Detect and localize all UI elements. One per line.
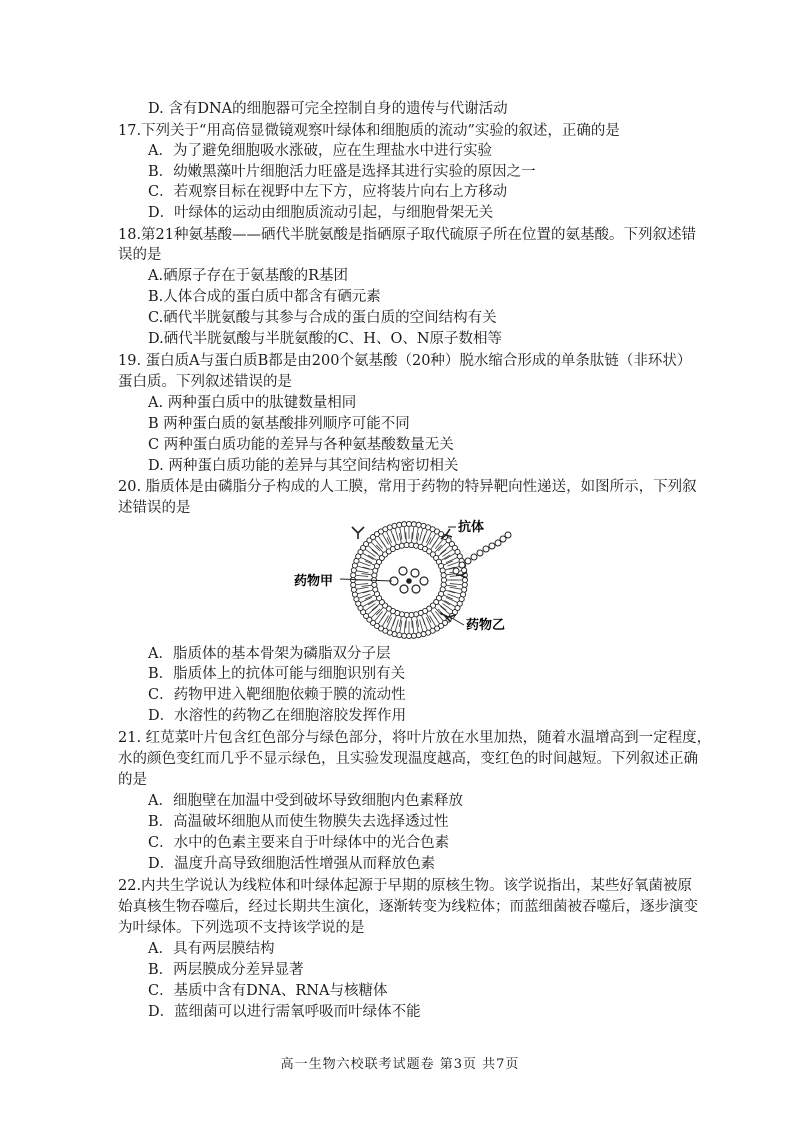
drug-a-particle — [411, 569, 419, 577]
phospholipid-head — [402, 633, 407, 638]
q20-option-d: D．水溶性的药物乙在细胞溶胶发挥作用 — [148, 708, 407, 724]
phospholipid-tail — [450, 584, 462, 585]
phospholipid-tail — [368, 555, 377, 560]
phospholipid-tail — [449, 591, 461, 594]
phospholipid-tail — [395, 529, 398, 541]
q17-option-c: C．若观察目标在视野中左下方，应将装片向右上方移动 — [148, 184, 508, 200]
q20-option-a: A．脂质体的基本骨架为磷脂双分子层 — [148, 646, 391, 662]
phospholipid-tail — [441, 600, 450, 605]
phospholipid-tail — [368, 600, 377, 605]
phospholipid-tail — [406, 618, 407, 628]
q22-stem-line1: 22.内共生学说认为线粒体和叶绿体起源于早期的原核生物。该学说指出，某些好氧菌被原 — [118, 878, 693, 894]
drug-b-bead — [489, 543, 495, 549]
phospholipid-tail — [361, 585, 371, 586]
phospholipid-head — [351, 587, 356, 592]
drug-a-particle — [412, 585, 420, 593]
drug-b-bead — [477, 550, 483, 556]
q18-stem-line1: 18.第21种氨基酸——硒代半胱氨酸是指硒原子取代硫原子所在位置的氨基酸。下列叙述错 — [118, 227, 697, 243]
q22-option-c: C．基质中含有DNA、RNA与核糖体 — [148, 983, 388, 999]
phospholipid-head — [406, 521, 411, 526]
q21-stem-line3: 的是 — [118, 772, 147, 788]
drug-b-bead — [483, 546, 489, 552]
q19-option-c: C 两种蛋白质功能的差异与各种氨基酸数量无关 — [148, 437, 454, 453]
q18-option-b: B.人体合成的蛋白质中都含有硒元素 — [148, 289, 381, 305]
phospholipid-head — [441, 573, 446, 578]
phospholipid-head — [351, 573, 356, 578]
phospholipid-tail — [361, 573, 371, 574]
phospholipid-head — [411, 633, 416, 638]
drug-b-bead — [465, 558, 471, 564]
phospholipid-tail — [357, 571, 369, 573]
label-drug-a: 药物甲 — [294, 574, 334, 589]
q20-stem-line1: 20. 脂质体是由磷脂分子构成的人工膜，常用于药物的特异靶向性递送，如图所示，下列叙 — [118, 479, 697, 495]
q19-stem-line2: 蛋白质。下列叙述错误的是 — [118, 374, 292, 390]
drug-b-bead — [505, 532, 511, 538]
q22-option-b: B．两层膜成分差异显著 — [148, 962, 304, 978]
phospholipid-tail — [404, 527, 405, 539]
q21-stem-line1: 21. 红苋菜叶片包含红色部分与绿色部分，将叶片放在水里加热，随着水温增高到一定程度， — [118, 730, 712, 746]
phospholipid-head — [411, 522, 416, 527]
phospholipid-tail — [420, 620, 423, 632]
page-footer: 高一生物六校联考试题卷 第3页 共7页 — [280, 1057, 520, 1072]
drug-a-particle — [399, 567, 407, 575]
q20-stem-line2: 述错误的是 — [118, 500, 191, 516]
q17-option-d: D．叶绿体的运动由细胞质流动引起，与细胞骨架无关 — [148, 205, 494, 221]
phospholipid-tail — [356, 584, 368, 585]
q21-option-d: D．温度升高导致细胞活性增强从而释放色素 — [148, 856, 436, 872]
drug-a-particle — [400, 585, 408, 593]
phospholipid-tail — [447, 585, 457, 586]
q21-option-a: A．细胞壁在加温中受到破坏导致细胞内色素释放 — [148, 793, 463, 809]
q18-option-a: A.硒原子存在于氨基酸的R基团 — [148, 268, 348, 284]
drug-b-bead — [453, 568, 459, 574]
phospholipid-head — [351, 582, 356, 587]
phospholipid-tail — [393, 616, 396, 625]
q22-stem-line2: 始真核生物吞噬后，经过长期共生演化，逐渐转变为线粒体；而蓝细菌被吞噬后，逐步演变 — [118, 899, 698, 915]
drug-b-bead — [471, 554, 477, 560]
q17-stem: 17.下列关于“用高倍显微镜观察叶绿体和细胞质的流动”实验的叙述，正确的是 — [118, 123, 620, 139]
q19-option-b: B 两种蛋白质的氨基酸排列顺序可能不同 — [148, 416, 410, 432]
q20-option-c: C．药物甲进入靶细胞依赖于膜的流动性 — [148, 687, 406, 703]
q17-option-b: B．幼嫩黑藻叶片细胞活力旺盛是选择其进行实验的原因之一 — [148, 164, 536, 180]
phospholipid-tail — [412, 532, 413, 542]
phospholipid-tail — [406, 532, 407, 542]
phospholipid-head — [416, 633, 421, 638]
phospholipid-tail — [422, 616, 425, 625]
phospholipid-head — [406, 633, 411, 638]
q18-stem-line2: 误的是 — [118, 247, 162, 263]
q19-option-d: D. 两种蛋白质功能的差异与其空间结构密切相关 — [148, 458, 459, 474]
phospholipid-tail — [395, 620, 398, 632]
phospholipid-tail — [422, 535, 425, 544]
liposome-diagram — [280, 513, 530, 643]
label-antibody: 抗体 — [458, 520, 485, 535]
antibody-icon — [352, 527, 364, 539]
q18-option-d: D.硒代半胱氨酸与半胱氨酸的C、H、O、N原子数相等 — [148, 331, 503, 347]
phospholipid-tail — [441, 555, 450, 560]
q17-option-a: A．为了避免细胞吸水涨破，应在生理盐水中进行实验 — [148, 143, 492, 159]
q21-option-b: B．高温破坏细胞从而使生物膜失去选择透过性 — [148, 814, 449, 830]
drug-a-particle — [420, 577, 428, 585]
q22-stem-line3: 为叶绿体。下列选项不支持该学说的是 — [118, 920, 365, 936]
phospholipid-tail — [393, 535, 396, 544]
q22-option-d: D．蓝细菌可以进行需氧呼吸而叶绿体不能 — [148, 1004, 421, 1020]
q16-option-d: D. 含有DNA的细胞器可完全控制自身的遗传与代谢活动 — [148, 101, 508, 117]
phospholipid-tail — [412, 618, 413, 628]
q20-option-b: B．脂质体上的抗体可能与细胞识别有关 — [148, 666, 406, 682]
q21-option-c: C．水中的色素主要来自于叶绿体中的光合色素 — [148, 835, 450, 851]
phospholipid-tail — [413, 527, 414, 539]
phospholipid-head — [397, 522, 402, 527]
q19-stem-line1: 19. 蛋白质A与蛋白质B都是由200个氨基酸（20种）脱水缩合形成的单条肽链（非环状） — [118, 353, 692, 369]
label-drug-b: 药物乙 — [466, 618, 506, 633]
drug-b-chain — [453, 532, 511, 574]
phospholipid-tail — [358, 591, 370, 594]
phospholipid-tail — [420, 529, 423, 541]
q18-option-c: C.硒代半胱氨酸与其参与合成的蛋白质的空间结构有关 — [148, 310, 497, 326]
q19-option-a: A. 两种蛋白质中的肽键数量相同 — [148, 395, 357, 411]
q22-option-a: A．具有两层膜结构 — [148, 941, 275, 957]
phospholipid-tail — [356, 575, 368, 576]
phospholipid-tail — [357, 587, 369, 589]
phospholipid-tail — [358, 566, 370, 569]
phospholipid-tail — [404, 621, 405, 633]
liposome-svg — [280, 513, 530, 643]
drug-b-bead — [459, 562, 465, 568]
phospholipid-head — [402, 522, 407, 527]
phospholipid-tail — [449, 587, 461, 589]
q21-stem-line2: 水的颜色变红而几乎不显示绿色，且实验发现温度越高，变红色的时间越短。下列叙述正确 — [118, 751, 698, 767]
drug-a-particle — [407, 579, 411, 583]
phospholipid-tail — [413, 621, 414, 633]
phospholipid-head — [462, 582, 467, 587]
drug-a-particles — [390, 567, 428, 593]
